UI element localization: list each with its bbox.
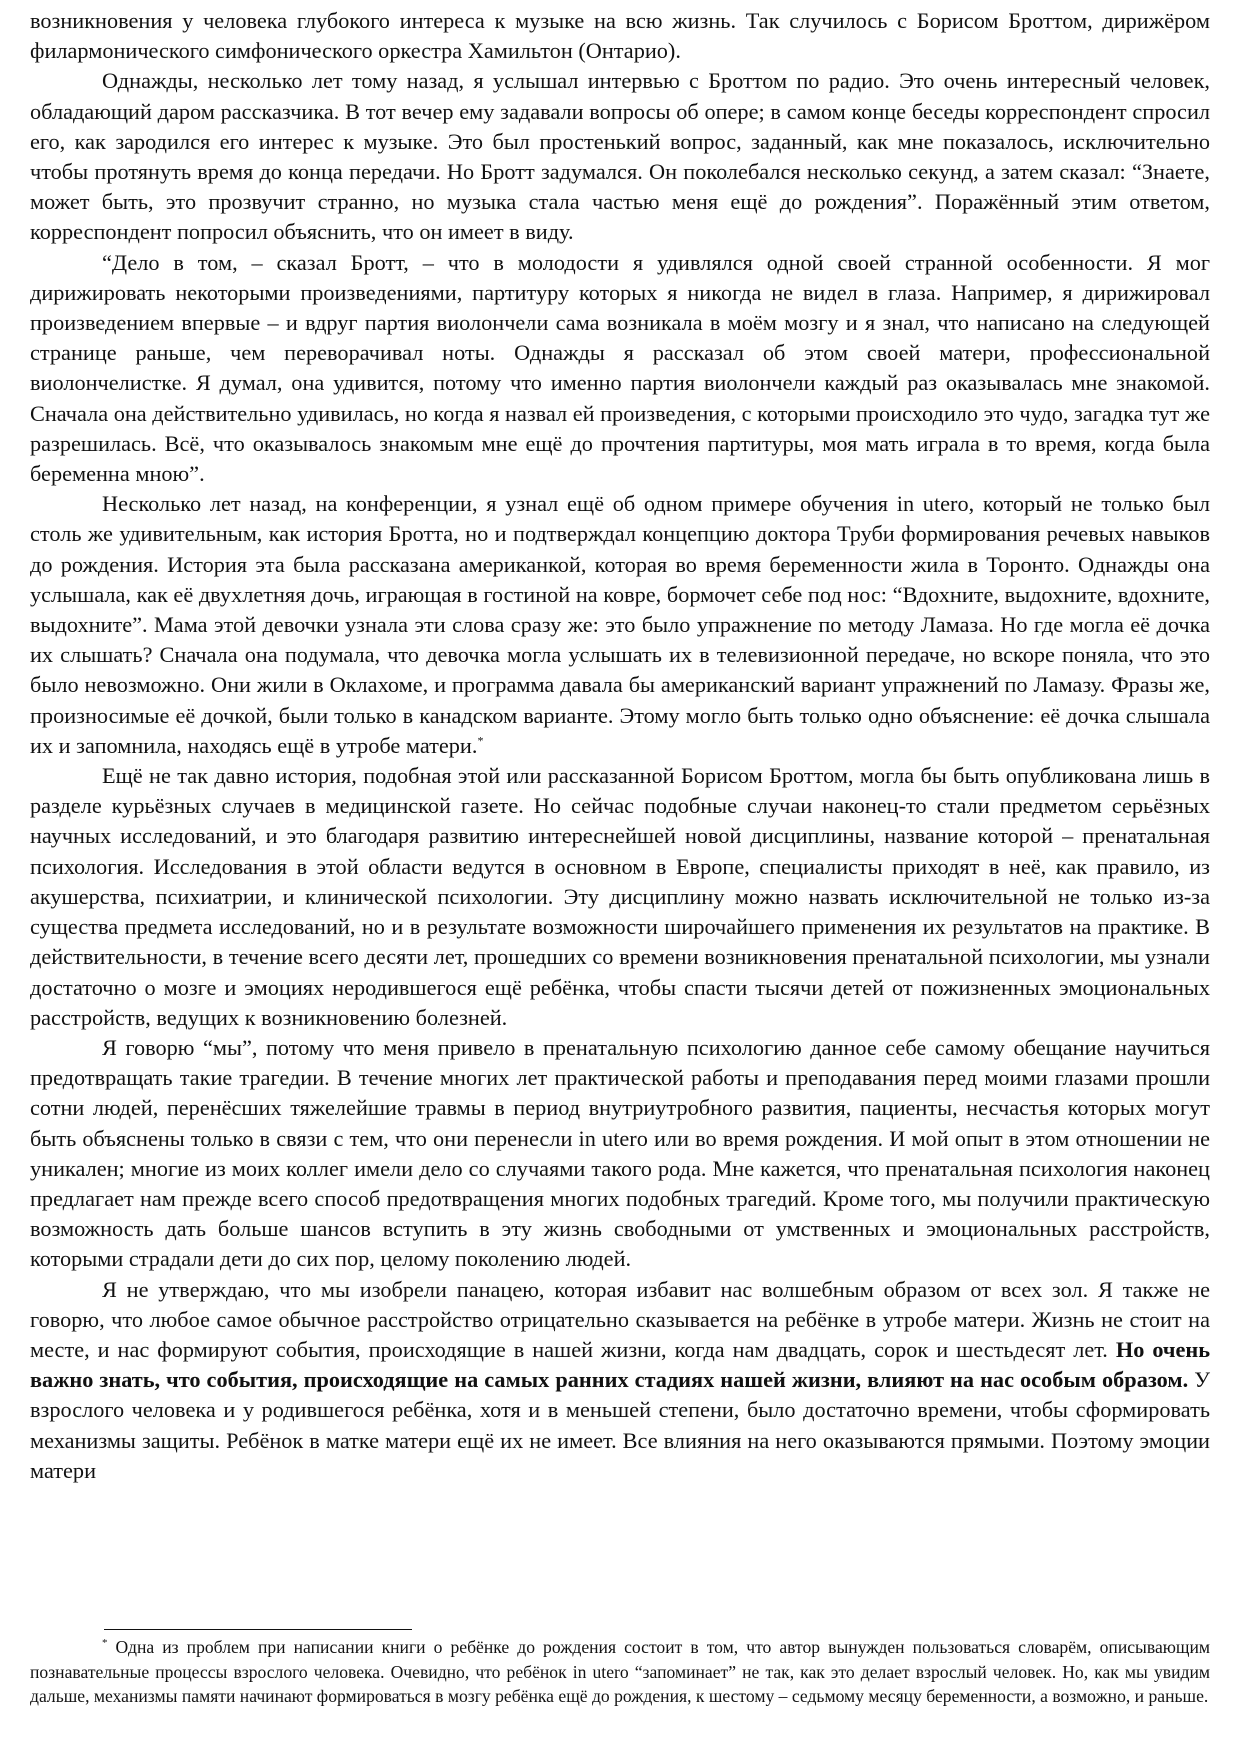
paragraph-7-text-end: У взрослого человека и у родившегося ребёнка, хотя и в меньшей степени, было достаточно времени, чтобы сформировать механизмы защиты. Ребёнок в матке матери ещё их не имеет. Все влияния на него оказываются прямыми. Поэтому эмоции матери (30, 1367, 1210, 1483)
paragraph-5: Ещё не так давно история, подобная этой или рассказанной Борисом Броттом, могла бы быть опубликована лишь в разделе курьёзных случаев в медицинской газете. Но сейчас подобные случаи наконец-то стали предметом серьёзных научных исследований, и это благодаря развитию интереснейшей новой дисциплины, название которой – пренатальная психология. Исследования в этой области ведутся в основном в Европе, специалисты приходят в неё, как правило, из акушерства, психиатрии, и клинической психологии. Эту дисциплину можно назвать исключительной не только из-за существа предмета исследований, но и в результате возможности широчайшего применения их результатов на практике. В действительности, в течение всего десяти лет, прошедших со времени возникновения пренатальной психологии, мы узнали достаточно о мозге и эмоциях неродившегося ещё ребёнка, чтобы спасти тысячи детей от пожизненных эмоциональных расстройств, ведущих к возникновению болезней. (30, 763, 1210, 1030)
paragraph-7-bold-emphasis: Но очень важно знать, что события, происходящие на самых ранних стадиях нашей жизни, влияют на нас особым образом. (30, 1336, 1210, 1393)
footnote-separator (104, 1629, 412, 1630)
paragraph-4-text: Несколько лет назад, на конференции, я узнал ещё об одном примере обучения in utero, который не только был столь же удивительным, как история Бротта, но и подтверждал концепцию доктора Труби формирования речевых навыков до рождения. История эта была рассказана американкой, которая во время беременности жила в Торонто. Однажды она услышала, как её двухлетняя дочь, играющая в гостиной на ковре, бормочет себе под нос: “Вдохните, выдохните, вдохните, выдохните”. Мама этой девочки узнала эти слова сразу же: это было упражнение по методу Ламаза. Но где могла её дочка их слышать? Сначала она подумала, что девочка могла услышать их в телевизионной передаче, но вскоре поняла, что это было невозможно. Они жили в Оклахоме, и программа давала бы американский вариант упражнений по Ламазу. Фразы же, произносимые её дочкой, были только в канадском варианте. Этому могло быть только одно объяснение: её дочка слышала их и запомнила, находясь ещё в утробе матери. (30, 491, 1210, 758)
paragraph-4 (30, 489, 1210, 761)
paragraph-1: возникновения у человека глубокого интереса к музыке на всю жизнь. Так случилось с Борисом Броттом, дирижёром филармонического симфонического оркестра Хамильтон (Онтарио). (30, 8, 1210, 64)
paragraph-2: Однажды, несколько лет тому назад, я услышал интервью с Броттом по радио. Это очень интересный человек, обладающий даром рассказчика. В тот вечер ему задавали вопросы об опере; в самом конце беседы корреспондент спросил его, как зародился его интерес к музыке. Это был простенький вопрос, заданный, как мне показалось, исключительно чтобы протянуть время до конца передачи. Но Бротт задумался. Он поколебался несколько секунд, а затем сказал: “Знаете, может быть, это прозвучит странно, но музыка стала частью меня ещё до рождения”. Поражённый этим ответом, корреспондент попросил объяснить, что он имеет в виду. (30, 68, 1210, 245)
paragraph-6: Я говорю “мы”, потому что меня привело в пренатальную психологию данное себе самому обещание научиться предотвращать такие трагедии. В течение многих лет практической работы и преподавания перед моими глазами прошли сотни людей, перенёсших тяжелейшие травмы в период внутриутробного развития, пациенты, несчастья которых могут быть объяснены только в связи с тем, что они перенесли in utero или во время рождения. И мой опыт в этом отношении не уникален; многие из моих коллег имели дело со случаями такого рода. Мне кажется, что пренатальная психология наконец предлагает нам прежде всего способ предотвращения многих подобных трагедий. Кроме того, мы получили практическую возможность дать больше шансов вступить в эту жизнь свободными от умственных и эмоциональных расстройств, которыми страдали дети до сих пор, целому поколению людей. (30, 1034, 1210, 1272)
paragraph-3: “Дело в том, – сказал Бротт, – что в молодости я удивлялся одной своей странной особенности. Я мог дирижировать некоторыми произведениями, партитуру которых я никогда не видел в глаза. Например, я дирижировал произведением впервые – и вдруг партия виолончели сама возникала в моём мозгу и я знал, что написано на следующей странице раньше, чем переворачивал ноты. Однажды я рассказал об этом своей матери, профессиональной виолончелистке. Я думал, она удивится, потому что именно партия виолончели каждый раз оказывалась мне знакомой. Сначала она действительно удивилась, но когда я назвал ей произведения, с которыми происходило это чудо, загадка тут же разрешилась. Всё, что оказывалось знакомым мне ещё до прочтения партитуры, моя мать играла в то время, когда была беременна мною”. (30, 249, 1210, 487)
paragraph-7 (30, 1275, 1210, 1486)
paragraph-7-text-start: Я не утверждаю, что мы изобрели панацею, которая избавит нас волшебным образом от всех зол. Я также не говорю, что любое самое обычное расстройство отрицательно сказывается на ребёнке в утробе матери. Жизнь не стоит на месте, и нас формируют события, происходящие в нашей жизни, когда нам двадцать, сорок и шестьдесят лет. (30, 1276, 1210, 1362)
document-body (30, 6, 1210, 1486)
footnote-mark: * (102, 1637, 108, 1650)
footnote-text: Одна из проблем при написании книги о ребёнке до рождения состоит в том, что автор вынужден пользоваться словарём, описывающим познавательные процессы взрослого человека. Очевидно, что ребёнок in utero “запоминает” не так, как это делает взрослый человек. Но, как мы увидим дальше, механизмы памяти начинают формироваться в мозгу ребёнка ещё до рождения, к шестому – седьмому месяцу беременности, а возможно, и раньше. (30, 1637, 1210, 1707)
footnote-reference[interactable]: * (477, 733, 484, 748)
footnote (30, 1635, 1210, 1709)
footnote-text-block (30, 1635, 1210, 1709)
